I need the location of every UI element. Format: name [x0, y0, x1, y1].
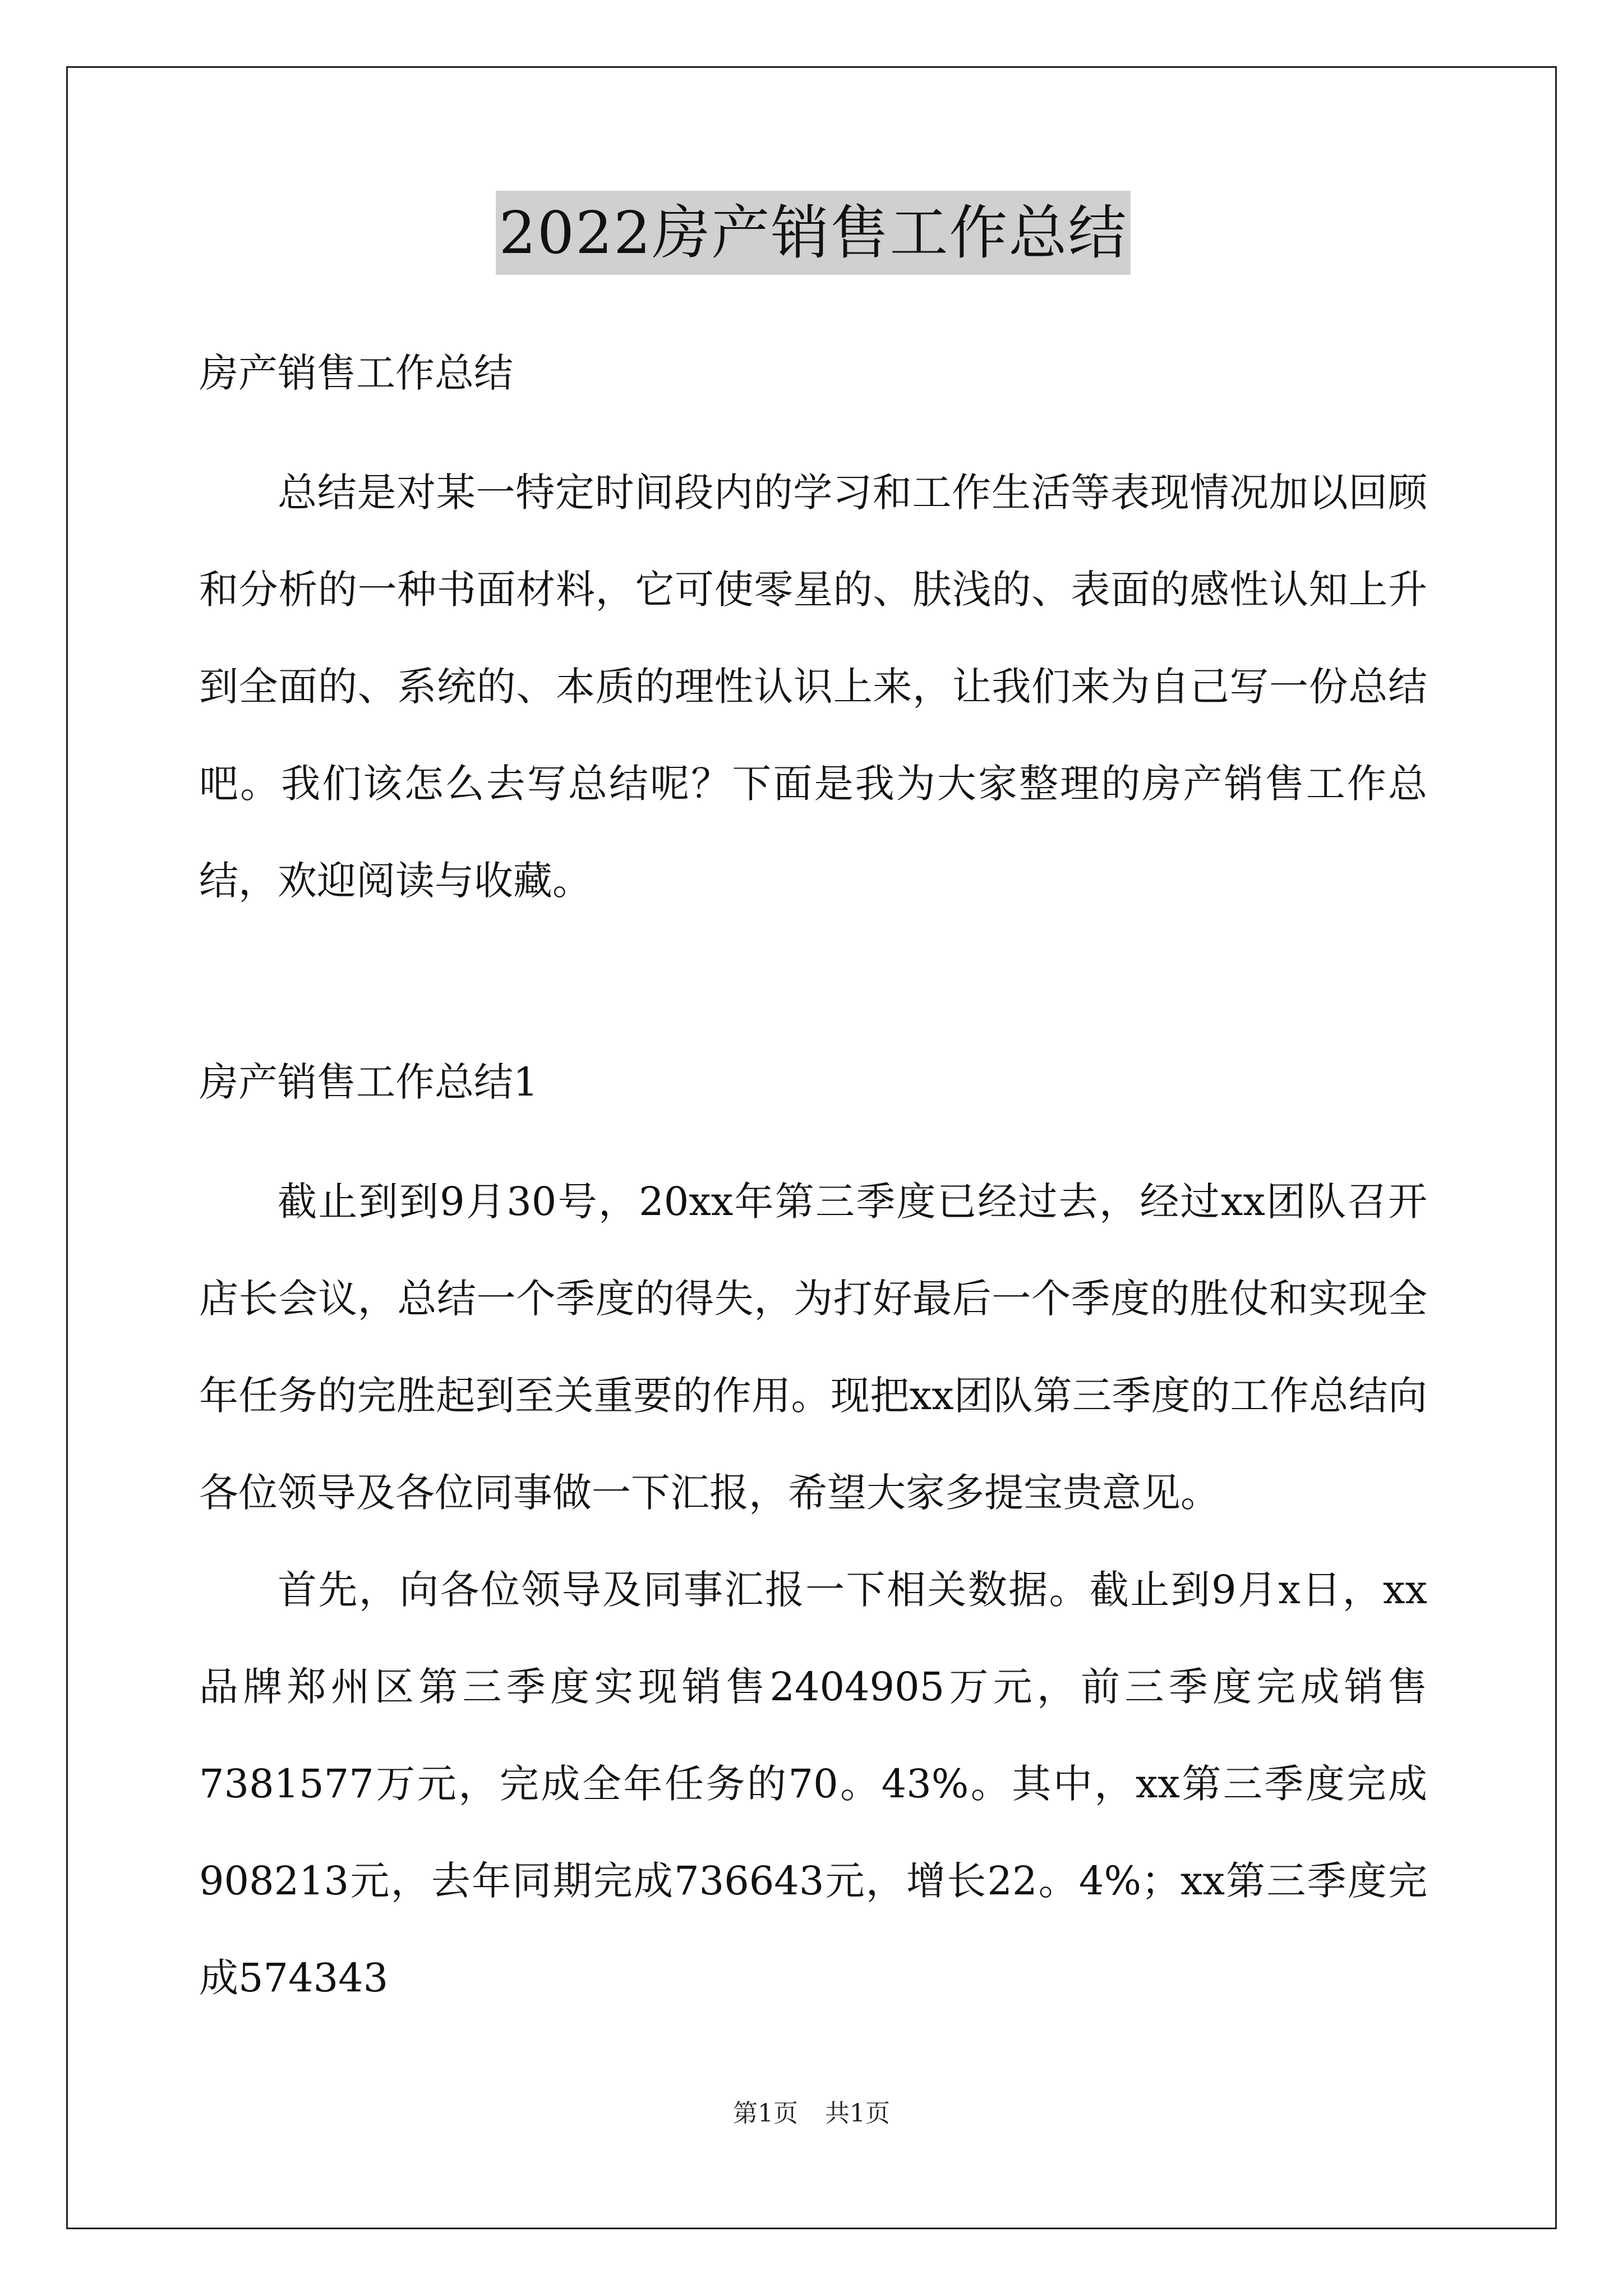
page-footer	[0, 2097, 1623, 2131]
page-total: 共1页	[825, 2099, 890, 2128]
page-number: 第1页	[733, 2099, 798, 2128]
section1-heading: 房产销售工作总结1	[199, 1059, 538, 1105]
document-body	[199, 191, 1427, 2027]
intro-paragraph: 总结是对某一特定时间段内的学习和工作生活等表现情况加以回顾和分析的一种书面材料，它可使零星的、肤浅的、表面的感性认知上升到全面的、系统的、本质的理性认识上来，让我们来为自己写一份总结吧。我们该怎么去写总结呢？下面是我为大家整理的房产销售工作总结，欢迎阅读与收藏。	[199, 470, 1427, 904]
section1-paragraph-1: 截止到到9月30号，20xx年第三季度已经过去，经过xx团队召开店长会议，总结一个季度的得失，为打好最后一个季度的胜仗和实现全年任务的完胜起到至关重要的作用。现把xx团队第三季度的工作总结向各位领导及各位同事做一下汇报，希望大家多提宝贵意见。	[199, 1179, 1427, 1516]
title-wrap	[199, 191, 1427, 275]
section-spacer	[199, 930, 1427, 1054]
subtitle-heading: 房产销售工作总结	[199, 350, 513, 396]
section1-paragraph-2: 首先，向各位领导及同事汇报一下相关数据。截止到9月x日，xx品牌郑州区第三季度实现销售2404905万元，前三季度完成销售7381577万元，完成全年任务的70。43%。其中，xx第三季度完成908213元，去年同期完成736643元，增长22。4%；xx第三季度完成574343	[199, 1567, 1427, 2001]
document-title: 2022房产销售工作总结	[496, 191, 1131, 275]
